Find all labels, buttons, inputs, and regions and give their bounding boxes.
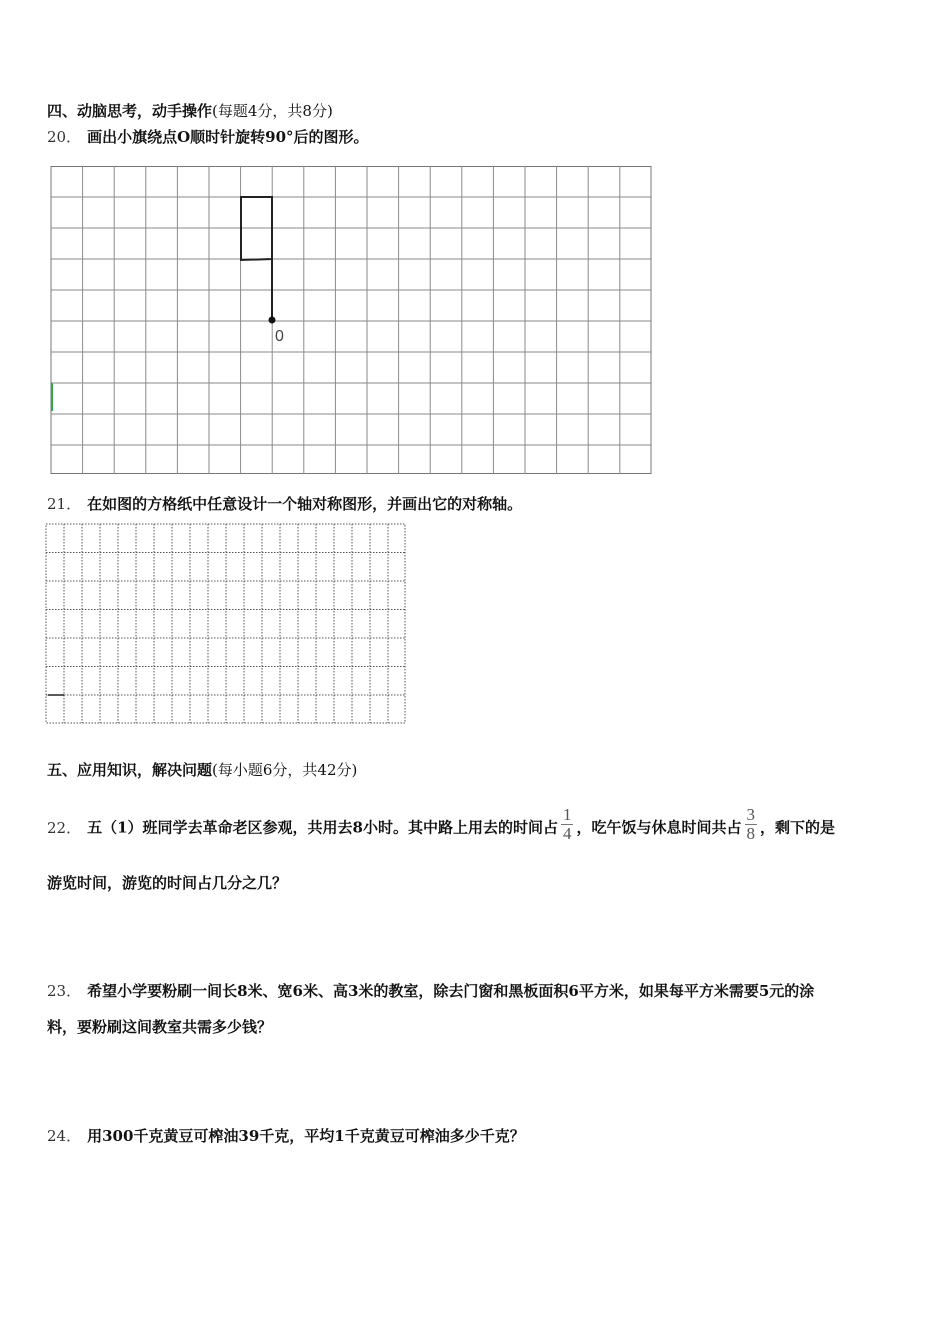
section-4-note: (每题4分，共8分) xyxy=(212,102,333,120)
question-23-line-2: 料，要粉刷这间教室共需多少钱？ xyxy=(47,1018,273,1036)
section-5-heading xyxy=(47,760,357,780)
question-24-text: 用300千克黄豆可榨油39千克，平均1千克黄豆可榨油多少千克？ xyxy=(87,1127,525,1145)
question-20-text: 画出小旗绕点O顺时针旋转90°后的图形。 xyxy=(87,128,369,146)
question-22-text-part1: 五（1）班同学去革命老区参观，共用去8小时。其中路上用去的时间占 xyxy=(87,818,558,837)
section-4-heading xyxy=(47,101,333,121)
fraction-1-numerator: 1 xyxy=(562,805,572,824)
fraction-1-denominator: 4 xyxy=(562,824,572,843)
question-22-text-part2: ，吃午饭与休息时间共占 xyxy=(576,818,742,837)
question-22 xyxy=(47,805,836,847)
rotation-grid xyxy=(50,166,652,476)
question-21 xyxy=(47,494,522,514)
section-5-title: 五、应用知识，解决问题 xyxy=(47,761,213,779)
question-23-text-line1: 希望小学要粉刷一间长8米、宽6米、高3米的教室，除去门窗和黑板面积6平方米，如果每平方米需要5元的涂 xyxy=(87,982,815,1000)
section-5-note: (每小题6分，共42分) xyxy=(212,761,358,779)
question-20 xyxy=(47,127,369,147)
fraction-2-numerator: 3 xyxy=(746,805,755,824)
rotation-grid-lines xyxy=(51,166,651,474)
question-23-number: 23． xyxy=(47,982,82,1000)
question-22-number: 22． xyxy=(47,818,82,837)
question-21-text: 在如图的方格纸中任意设计一个轴对称图形，并画出它的对称轴。 xyxy=(87,495,523,513)
question-22-line-2: 游览时间，游览的时间占几分之几？ xyxy=(47,874,288,892)
question-22-text-part3: ，剩下的是 xyxy=(760,818,836,837)
question-24 xyxy=(47,1126,525,1146)
symmetry-grid-lines xyxy=(46,524,405,723)
question-24-number: 24． xyxy=(47,1127,82,1145)
section-4-title: 四、动脑思考，动手操作 xyxy=(47,102,213,120)
question-23 xyxy=(47,981,814,1001)
fraction-three-eighths xyxy=(745,806,758,843)
symmetry-grid xyxy=(45,523,407,725)
point-o-label: 0 xyxy=(275,328,284,345)
question-20-number: 20． xyxy=(47,128,82,146)
fraction-one-quarter xyxy=(561,806,574,843)
fraction-2-denominator: 8 xyxy=(746,824,755,843)
point-o-dot xyxy=(269,317,276,324)
question-21-number: 21． xyxy=(47,495,82,513)
